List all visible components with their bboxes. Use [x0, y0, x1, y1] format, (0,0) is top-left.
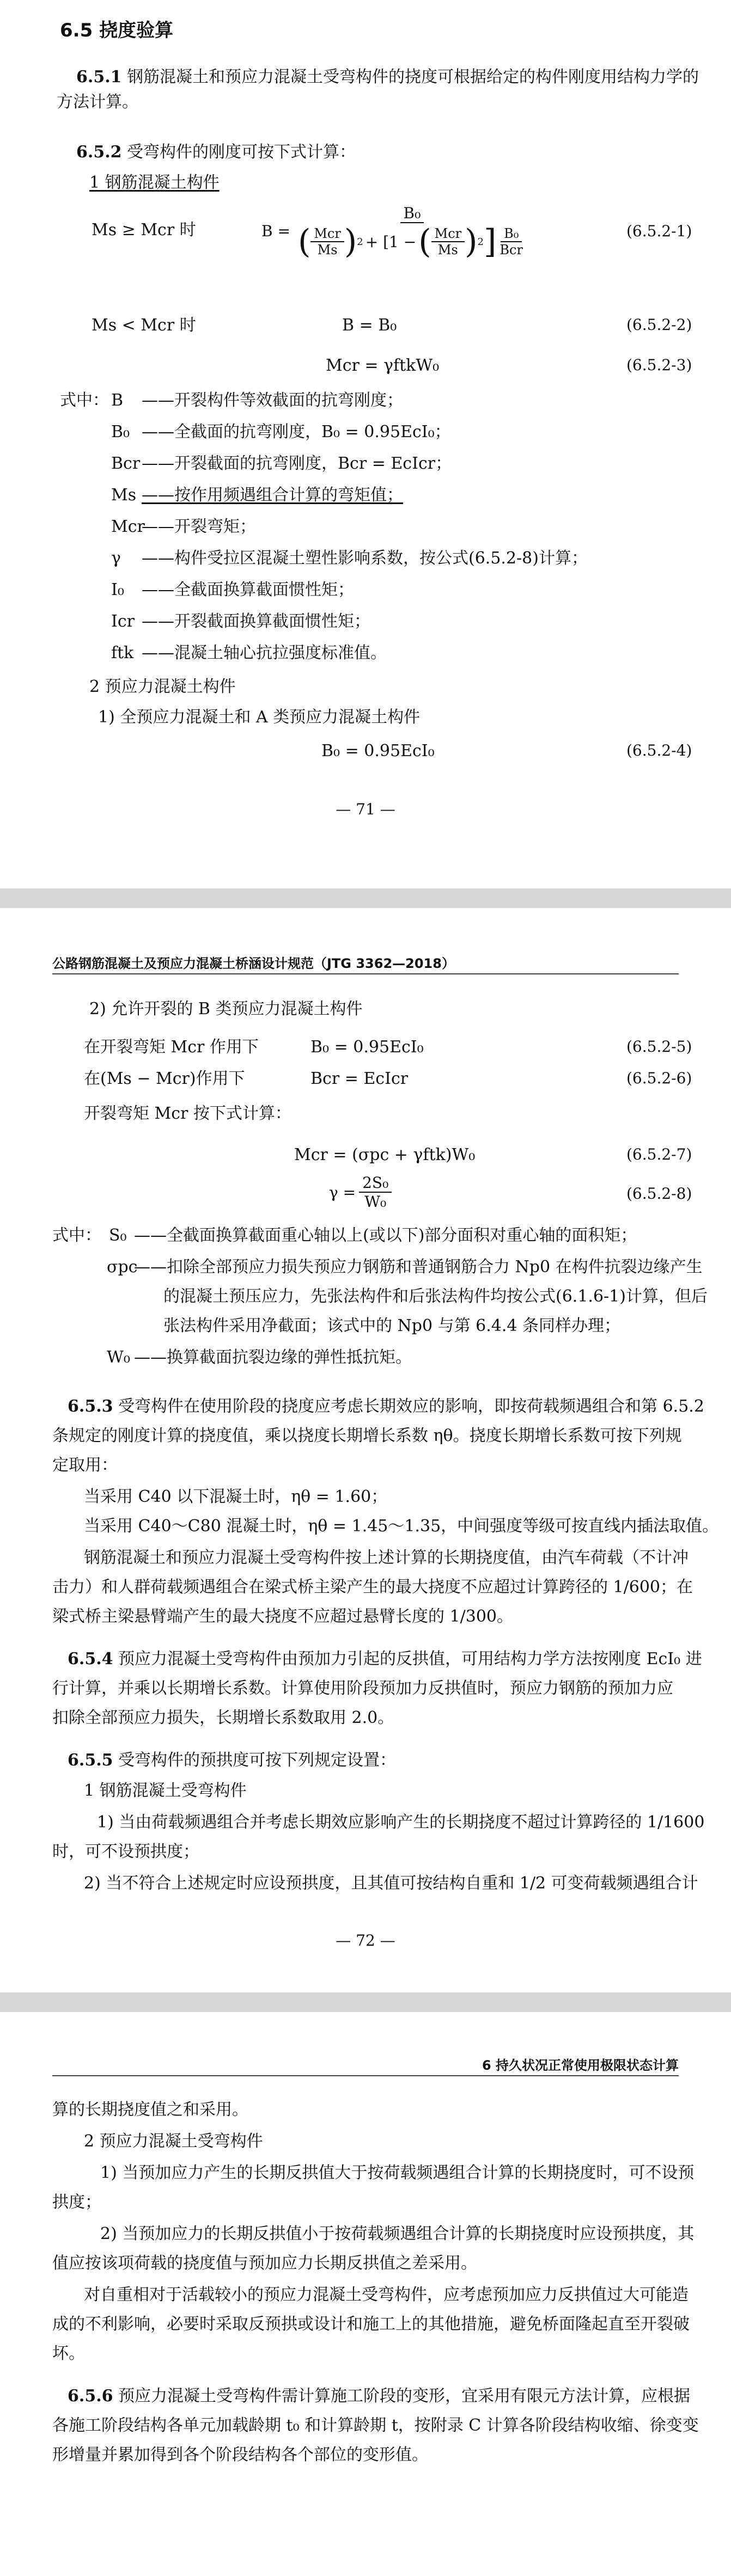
clause-text: 受弯构件的刚度可按下式计算：: [127, 143, 356, 162]
running-head: 公路钢筋混凝土及预应力混凝土桥涵设计规范（JTG 3362—2018）: [52, 956, 455, 971]
where-label: 式中：: [60, 391, 109, 410]
equation-number: (6.5.2-3): [626, 356, 692, 374]
definition-symbol: ftk: [111, 643, 134, 663]
clause-text-cont: 扣除全部预应力损失，长期增长系数取用 2.0。: [52, 1708, 394, 1727]
clause-text: 受弯构件的预拱度可按下列规定设置：: [118, 1751, 397, 1770]
equation-number: (6.5.2-8): [626, 1185, 692, 1203]
definition-text: ——按作用频遇组合计算的弯矩值；: [142, 486, 403, 505]
definition-text: ——全截面换算截面重心轴以上(或以下)部分面积对重心轴的面积矩；: [134, 1226, 637, 1245]
subitem-1-cont: 时，可不设预拱度；: [52, 1842, 199, 1861]
clause-number: 6.5.1: [76, 68, 122, 87]
condition-ms-minus-mcr: 在(Ms − Mcr)作用下: [84, 1069, 245, 1088]
clause-text-cont: 条规定的刚度计算的挠度值，乘以挠度长期增长系数 ηθ。挠度长期增长系数可按下列规: [52, 1426, 682, 1445]
page-number: — 72 —: [336, 1931, 395, 1949]
definition-text: ——扣除全部预应力损失预应力钢筋和普通钢筋合力 Np0 在构件抗裂边缘产生: [134, 1258, 703, 1277]
definition-symbol: Bcr: [111, 454, 141, 473]
clause-text-cont: 定取用：: [52, 1456, 118, 1475]
definition-symbol: B: [111, 391, 124, 410]
b0-over-bcr-num: B₀: [501, 226, 522, 242]
mcr-over-ms-num: Mcr: [310, 226, 344, 242]
condition-ms-lt-mcr: Ms < Mcr 时: [92, 316, 196, 335]
clause-6-5-3: [68, 1397, 704, 1416]
definition-symbol: W₀: [107, 1348, 130, 1367]
clause-6-5-1-cont: 方法计算。: [57, 93, 138, 112]
subheading-prestressed-flexural: 2 预应力混凝土受弯构件: [84, 2132, 263, 2151]
formula-6-5-2-8: [329, 1174, 392, 1211]
paragraph-cont: 成的不利影响，必要时采取反预拱或设计和施工上的其他措施，避免桥面隆起直至开裂破: [52, 2315, 690, 2334]
clause-6-5-6: [68, 2387, 690, 2406]
formula-6-5-2-1: [261, 204, 529, 261]
subitem-1-cont: 拱度；: [52, 2193, 101, 2212]
equation-number: (6.5.2-1): [626, 222, 692, 240]
b0-over-bcr-den: Bcr: [499, 242, 523, 257]
subitem-full-prestressed: 1) 全预应力混凝土和 A 类预应力混凝土构件: [98, 708, 421, 727]
clause-text: 预应力混凝土受弯构件需计算施工阶段的变形，宜采用有限元方法计算，应根据: [118, 2387, 691, 2406]
definition-text: ——开裂弯矩；: [142, 517, 256, 536]
clause-6-5-1: [76, 68, 699, 87]
formula-6-5-2-3: Mcr = γftkW₀: [326, 356, 440, 375]
paragraph-cont: 坏。: [52, 2344, 85, 2363]
one-minus: + [1 −: [365, 232, 417, 251]
formula-fraction: [295, 204, 529, 261]
formula-lhs: B =: [261, 222, 290, 240]
text-cont: 算的长期挠度值之和采用。: [52, 2100, 248, 2119]
page-72: [0, 908, 731, 1992]
condition-under-mcr: 在开裂弯矩 Mcr 作用下: [84, 1038, 259, 1057]
definition-text: ——混凝土轴心抗拉强度标准值。: [142, 643, 387, 663]
page-73: [0, 2012, 731, 2576]
fraction-numerator: B₀: [400, 204, 424, 223]
subitem-2: 2) 当预加应力的长期反拱值小于按荷载频遇组合计算的长期挠度时应设预拱度，其: [100, 2224, 695, 2243]
definition-text: ——构件受拉区混凝土塑性影响系数，按公式(6.5.2-8)计算；: [142, 549, 588, 568]
section-title: 6.5 挠度验算: [60, 20, 174, 41]
running-head: 6 持久状况正常使用极限状态计算: [482, 2058, 679, 2073]
subitem-2-cont: 值应按该项荷载的挠度值与预加应力长期反拱值之差采用。: [52, 2254, 477, 2273]
subitem-1: 1) 当由荷载频遇组合并考虑长期效应影响产生的长期挠度不超过计算跨径的 1/1600: [97, 1813, 705, 1832]
equation-number: (6.5.2-2): [626, 316, 692, 334]
equation-number: (6.5.2-5): [626, 1038, 692, 1056]
clause-number: 6.5.6: [68, 2387, 113, 2406]
formula-6-5-2-4: B₀ = 0.95EcI₀: [321, 741, 435, 760]
formula-6-5-2-7: Mcr = (σpc + γftk)W₀: [294, 1145, 476, 1164]
clause-number: 6.5.3: [68, 1397, 113, 1416]
equation-number: (6.5.2-6): [626, 1069, 692, 1087]
definition-symbol: I₀: [111, 580, 124, 599]
clause-6-5-5: [68, 1751, 396, 1770]
formula-6-5-2-5: B₀ = 0.95EcI₀: [310, 1038, 424, 1057]
definition-text-cont: 的混凝土预压应力，先张法构件和后张法构件均按公式(6.1.6-1)计算，但后: [163, 1287, 708, 1306]
definition-text-cont: 张法构件采用净截面；该式中的 Np0 与第 6.4.4 条同样办理；: [163, 1316, 621, 1335]
definition-text: ——开裂截面换算截面惯性矩；: [142, 612, 370, 631]
definition-text: ——换算截面抗裂边缘的弹性抵抗矩。: [134, 1348, 412, 1367]
subheading-rc-flexural: 1 钢筋混凝土受弯构件: [84, 1781, 247, 1800]
definition-symbol: B₀: [111, 422, 130, 441]
mcr-over-ms-den-2: Ms: [437, 242, 458, 257]
page-71: [0, 0, 731, 888]
paragraph: 对自重相对于活载较小的预应力混凝土受弯构件，应考虑预加应力反拱值过大可能造: [84, 2285, 689, 2304]
subitem-2: 2) 当不符合上述规定时应设预拱度，且其值可按结构自重和 1/2 可变荷载频遇组合计: [84, 1874, 698, 1893]
clause-text-cont: 梁式桥主梁悬臂端产生的最大挠度不应超过悬臂长度的 1/300。: [52, 1607, 513, 1626]
header-rule: [52, 2075, 679, 2076]
clause-text-c40-below: 当采用 C40 以下混凝土时，ηθ = 1.60；: [84, 1487, 388, 1506]
clause-text-c40-c80: 当采用 C40～C80 混凝土时，ηθ = 1.45～1.35，中间强度等级可按直线内插法取值。: [84, 1517, 719, 1536]
formula-lhs: γ =: [329, 1183, 356, 1201]
clause-number: 6.5.4: [68, 1649, 113, 1669]
clause-text-cont: 形增量并累加得到各个阶段结构各个部位的变形值。: [52, 2445, 428, 2464]
clause-text-cont: 各施工阶段结构各单元加载龄期 t₀ 和计算龄期 t，按附录 C 计算各阶段结构收缩、徐变变: [52, 2416, 699, 2435]
subheading-prestressed: 2 预应力混凝土构件: [89, 677, 236, 696]
subheading-rc-members: 1 钢筋混凝土构件: [89, 173, 220, 192]
definition-symbol: S₀: [109, 1226, 127, 1245]
definition-symbol: Ms: [111, 486, 137, 505]
clause-6-5-2: [76, 143, 356, 162]
clause-text-cont: 击力）和人群荷载频遇组合在梁式桥主梁产生的最大挠度不应超过计算跨径的 1/600；在: [52, 1578, 693, 1597]
clause-text-cont: 行计算，并乘以长期增长系数。计算使用阶段预加力反拱值时，预应力钢筋的预加力应: [52, 1679, 673, 1698]
subitem-class-b: 2) 允许开裂的 B 类预应力混凝土构件: [89, 999, 363, 1019]
clause-6-5-4: [68, 1649, 702, 1669]
equation-number: (6.5.2-7): [626, 1145, 692, 1163]
definition-text: ——全截面换算截面惯性矩；: [142, 580, 354, 599]
definition-text: ——全截面的抗弯刚度，B₀ = 0.95EcI₀；: [142, 422, 451, 441]
condition-ms-ge-mcr: Ms ≥ Mcr 时: [92, 220, 196, 240]
subitem-1: 1) 当预加应力产生的长期反拱值大于按荷载频遇组合计算的长期挠度时，可不设预: [100, 2163, 695, 2182]
definition-text: ——开裂构件等效截面的抗弯刚度；: [142, 391, 403, 410]
clause-text: 受弯构件在使用阶段的挠度应考虑长期效应的影响，即按荷载频遇组合和第 6.5.2: [118, 1397, 704, 1416]
definition-symbol: Icr: [111, 612, 135, 631]
formula-6-5-2-2: B = B₀: [342, 316, 397, 335]
fraction-denominator: W₀: [364, 1193, 387, 1211]
clause-number: 6.5.2: [76, 143, 122, 162]
fraction-numerator: 2S₀: [359, 1174, 392, 1193]
formula-6-5-2-6: Bcr = EcIcr: [310, 1069, 409, 1088]
mcr-over-ms-den: Ms: [317, 242, 338, 257]
header-rule: [52, 973, 679, 974]
clause-number: 6.5.5: [68, 1751, 113, 1770]
where-label: 式中：: [52, 1226, 101, 1245]
definition-symbol: γ: [111, 549, 121, 568]
clause-text-cont: 钢筋混凝土和预应力混凝土受弯构件按上述计算的长期挠度值，由汽车荷载（不计冲: [84, 1548, 689, 1567]
definition-text: ——开裂截面的抗弯刚度，Bcr = EcIcr；: [142, 454, 452, 473]
page-number: — 71 —: [336, 800, 395, 818]
mcr-intro: 开裂弯矩 Mcr 按下式计算：: [84, 1104, 291, 1123]
fraction-denominator: ( $\frac{\text{Mcr}}{Ms}$ ) 2 + [1 − ( $\frac{\text{Mcr}}{Ms}$ ) 2 ] $\frac{\text{B₀}}{\text{Bcr}}$: [295, 223, 529, 258]
clause-text: 钢筋混凝土和预应力混凝土受弯构件的挠度可根据给定的构件刚度用结构力学的: [127, 68, 699, 87]
definition-symbol: σpc: [107, 1258, 138, 1277]
mcr-over-ms-num-2: Mcr: [431, 226, 465, 242]
equation-number: (6.5.2-4): [626, 741, 692, 759]
definition-symbol: Mcr: [111, 517, 145, 536]
clause-text: 预应力混凝土受弯构件由预加力引起的反拱值，可用结构力学方法按刚度 EcI₀ 进: [118, 1649, 702, 1669]
